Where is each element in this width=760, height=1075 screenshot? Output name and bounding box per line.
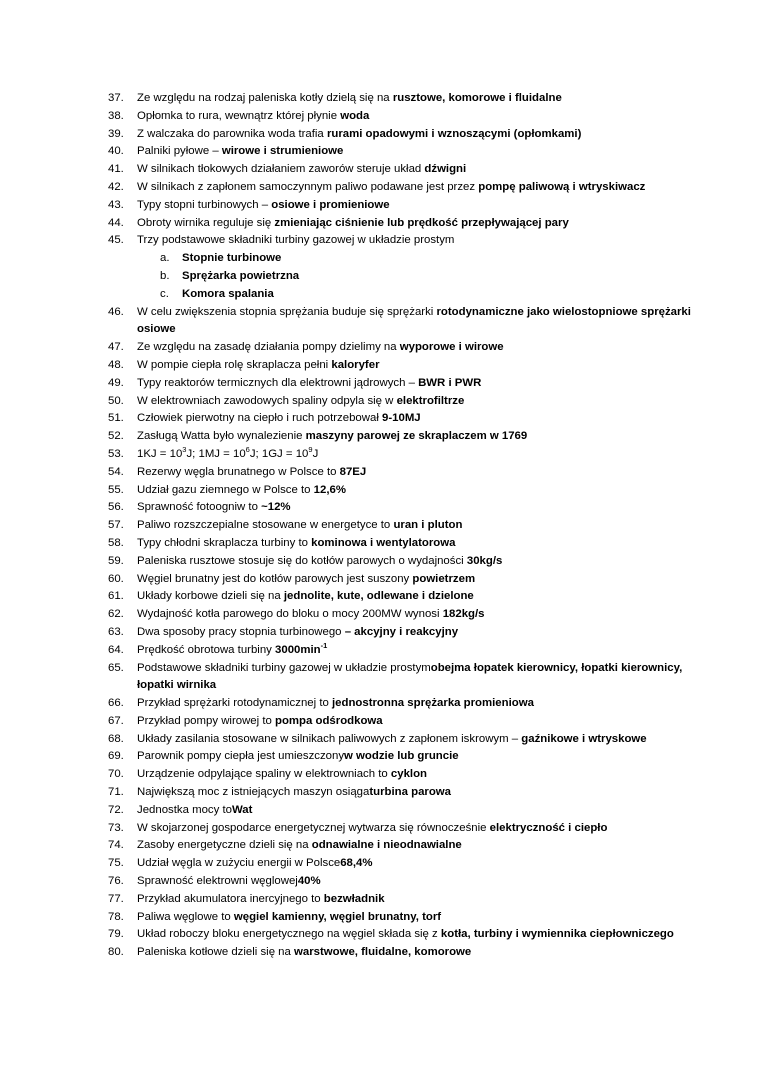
item-text xyxy=(137,428,708,446)
item-number: 44. xyxy=(108,216,124,229)
item-plain: Podstawowe składniki turbiny gazowej w układzie prostym xyxy=(137,661,431,674)
item-plain: Typy reaktorów termicznych dla elektrowni jądrowych – xyxy=(137,376,419,389)
item-answer: woda xyxy=(340,109,370,122)
item-number: 51. xyxy=(108,412,124,425)
sub-list-item xyxy=(108,268,708,286)
item-number: 47. xyxy=(108,341,124,354)
item-number: 67. xyxy=(108,714,124,727)
item-text xyxy=(137,642,708,660)
item-text xyxy=(137,143,708,161)
list-item xyxy=(108,642,708,660)
list-item xyxy=(108,464,708,482)
list-item xyxy=(108,304,708,340)
item-answer: uran i pluton xyxy=(393,519,463,532)
item-plain: Zasoby energetyczne dzieli się na xyxy=(137,839,312,852)
item-plain: Układy zasilania stosowane w silnikach paliwowych z zapłonem iskrowym – xyxy=(137,732,522,745)
item-plain: Dwa sposoby pracy stopnia turbinowego xyxy=(137,625,345,638)
list-item xyxy=(108,393,708,411)
item-answer: rusztowe, komorowe i fluidalne xyxy=(392,92,562,104)
list-item xyxy=(108,428,708,446)
list-item xyxy=(108,837,708,855)
item-answer: zmieniając ciśnienie lub prędkość przepływającej pary xyxy=(274,216,569,229)
item-text xyxy=(137,375,708,393)
item-plain: W silnikach tłokowych działaniem zaworów steruje układ xyxy=(137,163,425,176)
item-text xyxy=(137,464,708,482)
item-answer: – akcyjny i reakcyjny xyxy=(344,625,459,638)
item-answer: 182kg/s xyxy=(442,608,485,621)
list-item xyxy=(108,553,708,571)
list-item xyxy=(108,410,708,428)
item-text xyxy=(137,179,708,197)
item-answer: odnawialne i nieodnawialne xyxy=(311,839,462,852)
list-item xyxy=(108,713,708,731)
sub-item-answer: Komora spalania xyxy=(182,287,274,300)
item-answer: 40% xyxy=(297,875,321,888)
item-number: 73. xyxy=(108,821,124,834)
item-answer: osiowe i promieniowe xyxy=(271,198,390,211)
item-text xyxy=(137,339,708,357)
item-text xyxy=(137,161,708,179)
list-item xyxy=(108,215,708,233)
item-answer: kotła, turbiny i wymiennika ciepłowniczego xyxy=(440,928,674,941)
exponent: 6 xyxy=(245,445,250,455)
item-text xyxy=(137,215,708,233)
item-plain: Paliwo rozszczepialne stosowane w energetyce to xyxy=(137,519,394,532)
item-plain: Zasługą Watta było wynalezienie xyxy=(137,430,306,443)
item-answer: rurami opadowymi i wznoszącymi (opłomkami) xyxy=(326,127,582,140)
item-number: 57. xyxy=(108,519,124,532)
item-plain: Udział węgla w zużyciu energii w Polsce xyxy=(137,857,341,870)
list-item xyxy=(108,108,708,126)
item-plain: Obroty wirnika reguluje się xyxy=(137,216,275,229)
item-number: 69. xyxy=(108,750,124,763)
list-item xyxy=(108,784,708,802)
list-item xyxy=(108,855,708,873)
item-plain: W celu zwiększenia stopnia sprężania buduje się sprężarki xyxy=(137,305,437,318)
item-plain: Jednostka mocy to xyxy=(137,803,232,816)
item-number: 48. xyxy=(108,358,124,371)
item-plain: Paliwa węglowe to xyxy=(137,910,234,923)
item-text xyxy=(137,126,708,144)
item-number: 56. xyxy=(108,501,124,514)
item-text xyxy=(137,446,708,464)
list-item xyxy=(108,446,708,464)
item-answer: elektryczność i ciepło xyxy=(489,821,608,834)
item-text xyxy=(137,660,708,696)
item-text xyxy=(137,748,708,766)
exponent xyxy=(321,641,328,650)
item-number: 50. xyxy=(108,394,124,407)
item-answer: 30kg/s xyxy=(466,554,503,567)
item-number: 46. xyxy=(108,305,124,318)
unit-gj: J; 1GJ = 10 xyxy=(249,447,309,460)
item-number: 66. xyxy=(108,697,124,710)
item-answer: w wodzie lub gruncie xyxy=(344,750,459,763)
item-answer: elektrofiltrze xyxy=(396,394,465,407)
item-plain: Typy chłodni skraplacza turbiny to xyxy=(137,536,312,549)
item-text xyxy=(137,944,708,962)
item-answer: jednolite, kute, odlewane i dzielone xyxy=(283,590,474,603)
item-text xyxy=(137,90,708,108)
list-item xyxy=(108,802,708,820)
item-plain: Ze względu na zasadę działania pompy dzielimy na xyxy=(137,341,400,354)
item-text xyxy=(137,197,708,215)
item-text xyxy=(137,624,708,642)
list-item xyxy=(108,588,708,606)
item-answer: wirowe i strumieniowe xyxy=(221,145,344,158)
item-text xyxy=(137,571,708,589)
item-number: 39. xyxy=(108,127,124,140)
item-text xyxy=(137,713,708,731)
item-plain: Prędkość obrotowa turbiny xyxy=(137,643,276,656)
item-answer: dźwigni xyxy=(424,163,467,176)
item-plain: Układy korbowe dzieli się na xyxy=(137,590,284,603)
item-answer: BWR i PWR xyxy=(418,376,482,389)
item-number: 68. xyxy=(108,732,124,745)
item-answer: maszyny parowej ze skraplaczem w 1769 xyxy=(305,430,528,443)
item-plain: Sprawność fotoogniw to xyxy=(137,501,262,514)
item-number: 41. xyxy=(108,163,124,176)
item-plain: Z walczaka do parownika woda trafia xyxy=(137,127,327,140)
list-item xyxy=(108,926,708,944)
item-answer: 9-10MJ xyxy=(382,412,421,425)
item-plain: Rezerwy węgla brunatnego w Polsce to xyxy=(137,465,340,478)
item-plain: W elektrowniach zawodowych spaliny odpyla się w xyxy=(137,394,397,407)
list-item xyxy=(108,357,708,375)
item-answer: 3000min xyxy=(275,643,321,656)
list-item xyxy=(108,535,708,553)
item-number: 54. xyxy=(108,465,124,478)
sub-item-letter: a. xyxy=(160,252,170,265)
list-item xyxy=(108,482,708,500)
sub-item-letter: b. xyxy=(160,269,170,282)
exponent: 3 xyxy=(182,445,187,455)
item-text xyxy=(137,731,708,749)
item-text xyxy=(137,802,708,820)
item-text xyxy=(137,482,708,500)
item-plain: Układ roboczy bloku energetycznego na węgiel składa się z xyxy=(137,928,441,941)
item-plain: Przykład pompy wirowej to xyxy=(137,714,276,727)
item-text xyxy=(137,588,708,606)
item-answer: obejma łopatek kierownicy, łopatki kierownicy, łopatki wirnika xyxy=(137,661,683,692)
item-plain: W skojarzonej gospodarce energetycznej wytwarza się równocześnie xyxy=(137,821,490,834)
list-item xyxy=(108,748,708,766)
item-text xyxy=(137,535,708,553)
item-text xyxy=(137,926,708,944)
unit-j: J xyxy=(312,447,319,460)
item-plain: Typy stopni turbinowych – xyxy=(137,198,272,211)
item-plain: Trzy podstawowe składniki turbiny gazowej w układzie prostym xyxy=(137,234,455,247)
item-number: 40. xyxy=(108,145,124,158)
item-plain: Węgiel brunatny jest do kotłów parowych jest suszony xyxy=(137,572,413,585)
item-number: 76. xyxy=(108,875,124,888)
list-item xyxy=(108,197,708,215)
item-text xyxy=(137,766,708,784)
item-answer: kominowa i wentylatorowa xyxy=(311,536,456,549)
item-answer: Wat xyxy=(231,803,253,816)
item-plain: Udział gazu ziemnego w Polsce to xyxy=(137,483,314,496)
item-answer: pompę paliwową i wtryskiwacz xyxy=(478,180,646,193)
item-number: 37. xyxy=(108,92,124,104)
list-item xyxy=(108,944,708,962)
item-number: 78. xyxy=(108,910,124,923)
item-answer: wyporowe i wirowe xyxy=(399,341,504,354)
list-item xyxy=(108,820,708,838)
item-text xyxy=(137,891,708,909)
list-item xyxy=(108,126,708,144)
item-number: 75. xyxy=(108,857,124,870)
item-answer: cyklon xyxy=(390,768,427,781)
item-plain: W pompie ciepła rolę skraplacza pełni xyxy=(137,358,332,371)
item-number: 65. xyxy=(108,661,124,674)
unit-mj: J; 1MJ = 10 xyxy=(186,447,246,460)
item-number: 42. xyxy=(108,180,124,193)
item-number: 64. xyxy=(108,643,124,656)
item-text xyxy=(137,909,708,927)
list-item xyxy=(108,90,708,108)
item-text xyxy=(137,517,708,535)
item-number: 61. xyxy=(108,590,124,603)
item-text xyxy=(137,108,708,126)
item-number: 72. xyxy=(108,803,124,816)
item-plain: Palniki pyłowe – xyxy=(137,145,222,158)
item-number: 38. xyxy=(108,109,124,122)
item-answer: gaźnikowe i wtryskowe xyxy=(521,732,647,745)
item-plain: Przykład sprężarki rotodynamicznej to xyxy=(137,697,332,710)
item-number: 52. xyxy=(108,430,124,443)
item-answer: węgiel kamienny, węgiel brunatny, torf xyxy=(233,910,442,923)
item-answer: 12,6% xyxy=(313,483,346,496)
list-item xyxy=(108,624,708,642)
list-item xyxy=(108,660,708,696)
item-answer: pompa odśrodkowa xyxy=(275,714,383,727)
item-answer: ~12% xyxy=(261,501,291,514)
item-plain: Wydajność kotła parowego do bloku o mocy 200MW wynosi xyxy=(137,608,443,621)
item-plain: Sprawność elektrowni węglowej xyxy=(137,875,298,888)
item-number: 80. xyxy=(108,946,124,959)
item-text xyxy=(137,837,708,855)
list-item xyxy=(108,909,708,927)
list-item xyxy=(108,606,708,624)
list-item xyxy=(108,375,708,393)
item-number: 79. xyxy=(108,928,124,941)
exponent: 9 xyxy=(308,445,313,455)
list-item xyxy=(108,143,708,161)
item-plain: W silnikach z zapłonem samoczynnym paliwo podawane jest przez xyxy=(137,180,479,193)
item-number: 71. xyxy=(108,786,124,799)
numbered-list xyxy=(108,90,708,962)
item-text xyxy=(137,357,708,375)
item-answer: kaloryfer xyxy=(331,358,380,371)
item-plain: Paleniska rusztowe stosuje się do kotłów parowych o wydajności xyxy=(137,554,467,567)
item-text xyxy=(137,304,708,340)
item-text xyxy=(137,553,708,571)
list-item xyxy=(108,339,708,357)
item-number: 63. xyxy=(108,625,124,638)
item-plain: Opłomka to rura, wewnątrz której płynie xyxy=(137,109,341,122)
item-number: 59. xyxy=(108,554,124,567)
item-text xyxy=(137,393,708,411)
item-number: 49. xyxy=(108,376,124,389)
item-answer: 87EJ xyxy=(339,465,367,478)
item-number: 70. xyxy=(108,768,124,781)
item-text xyxy=(137,784,708,802)
item-number: 60. xyxy=(108,572,124,585)
item-text xyxy=(137,820,708,838)
item-number: 77. xyxy=(108,892,124,905)
item-number: 45. xyxy=(108,234,124,247)
list-item xyxy=(108,161,708,179)
sub-item-answer: Stopnie turbinowe xyxy=(182,252,282,265)
item-text xyxy=(137,410,708,428)
list-item xyxy=(108,232,708,250)
item-plain: Ze względu na rodzaj paleniska kotły dzielą się na xyxy=(137,92,393,104)
item-plain: Przykład akumulatora inercyjnego to xyxy=(137,892,324,905)
sub-item-answer: Sprężarka powietrzna xyxy=(182,269,300,282)
item-text xyxy=(137,606,708,624)
item-plain: Parownik pompy ciepła jest umieszczony xyxy=(137,750,345,763)
list-item xyxy=(108,873,708,891)
item-number: 55. xyxy=(108,483,124,496)
item-answer: jednostronna sprężarka promieniowa xyxy=(331,697,534,710)
list-item xyxy=(108,766,708,784)
item-text xyxy=(137,695,708,713)
item-text xyxy=(137,873,708,891)
list-item xyxy=(108,571,708,589)
item-answer: 68,4% xyxy=(340,857,373,870)
item-plain: Największą moc z istniejących maszyn osiąga xyxy=(137,786,370,799)
sub-list-item xyxy=(108,286,708,304)
item-number: 58. xyxy=(108,536,124,549)
item-text xyxy=(137,855,708,873)
sub-item-letter: c. xyxy=(160,287,169,300)
list-item xyxy=(108,731,708,749)
item-number: 74. xyxy=(108,839,124,852)
item-answer: turbina parowa xyxy=(369,786,451,799)
item-plain: Paleniska kotłowe dzieli się na xyxy=(137,946,295,959)
sub-list-item xyxy=(108,250,708,268)
list-item xyxy=(108,891,708,909)
list-item xyxy=(108,499,708,517)
unit-kj: 1KJ = 10 xyxy=(137,447,183,460)
item-answer: powietrzem xyxy=(412,572,476,585)
list-item xyxy=(108,695,708,713)
list-item xyxy=(108,179,708,197)
item-answer: bezwładnik xyxy=(323,892,385,905)
item-answer: rotodynamiczne jako wielostopniowe sprężarki osiowe xyxy=(137,305,691,336)
list-item xyxy=(108,517,708,535)
item-plain: Urządzenie odpylające spaliny w elektrowniach to xyxy=(137,768,391,781)
item-text xyxy=(137,232,708,250)
exponent-value: -1 xyxy=(320,640,328,650)
item-answer: warstwowe, fluidalne, komorowe xyxy=(294,946,472,959)
item-plain: Człowiek pierwotny na ciepło i ruch potrzebował xyxy=(137,412,383,425)
item-number: 53. xyxy=(108,447,124,460)
item-text xyxy=(137,499,708,517)
item-number: 62. xyxy=(108,608,124,621)
item-number: 43. xyxy=(108,198,124,211)
